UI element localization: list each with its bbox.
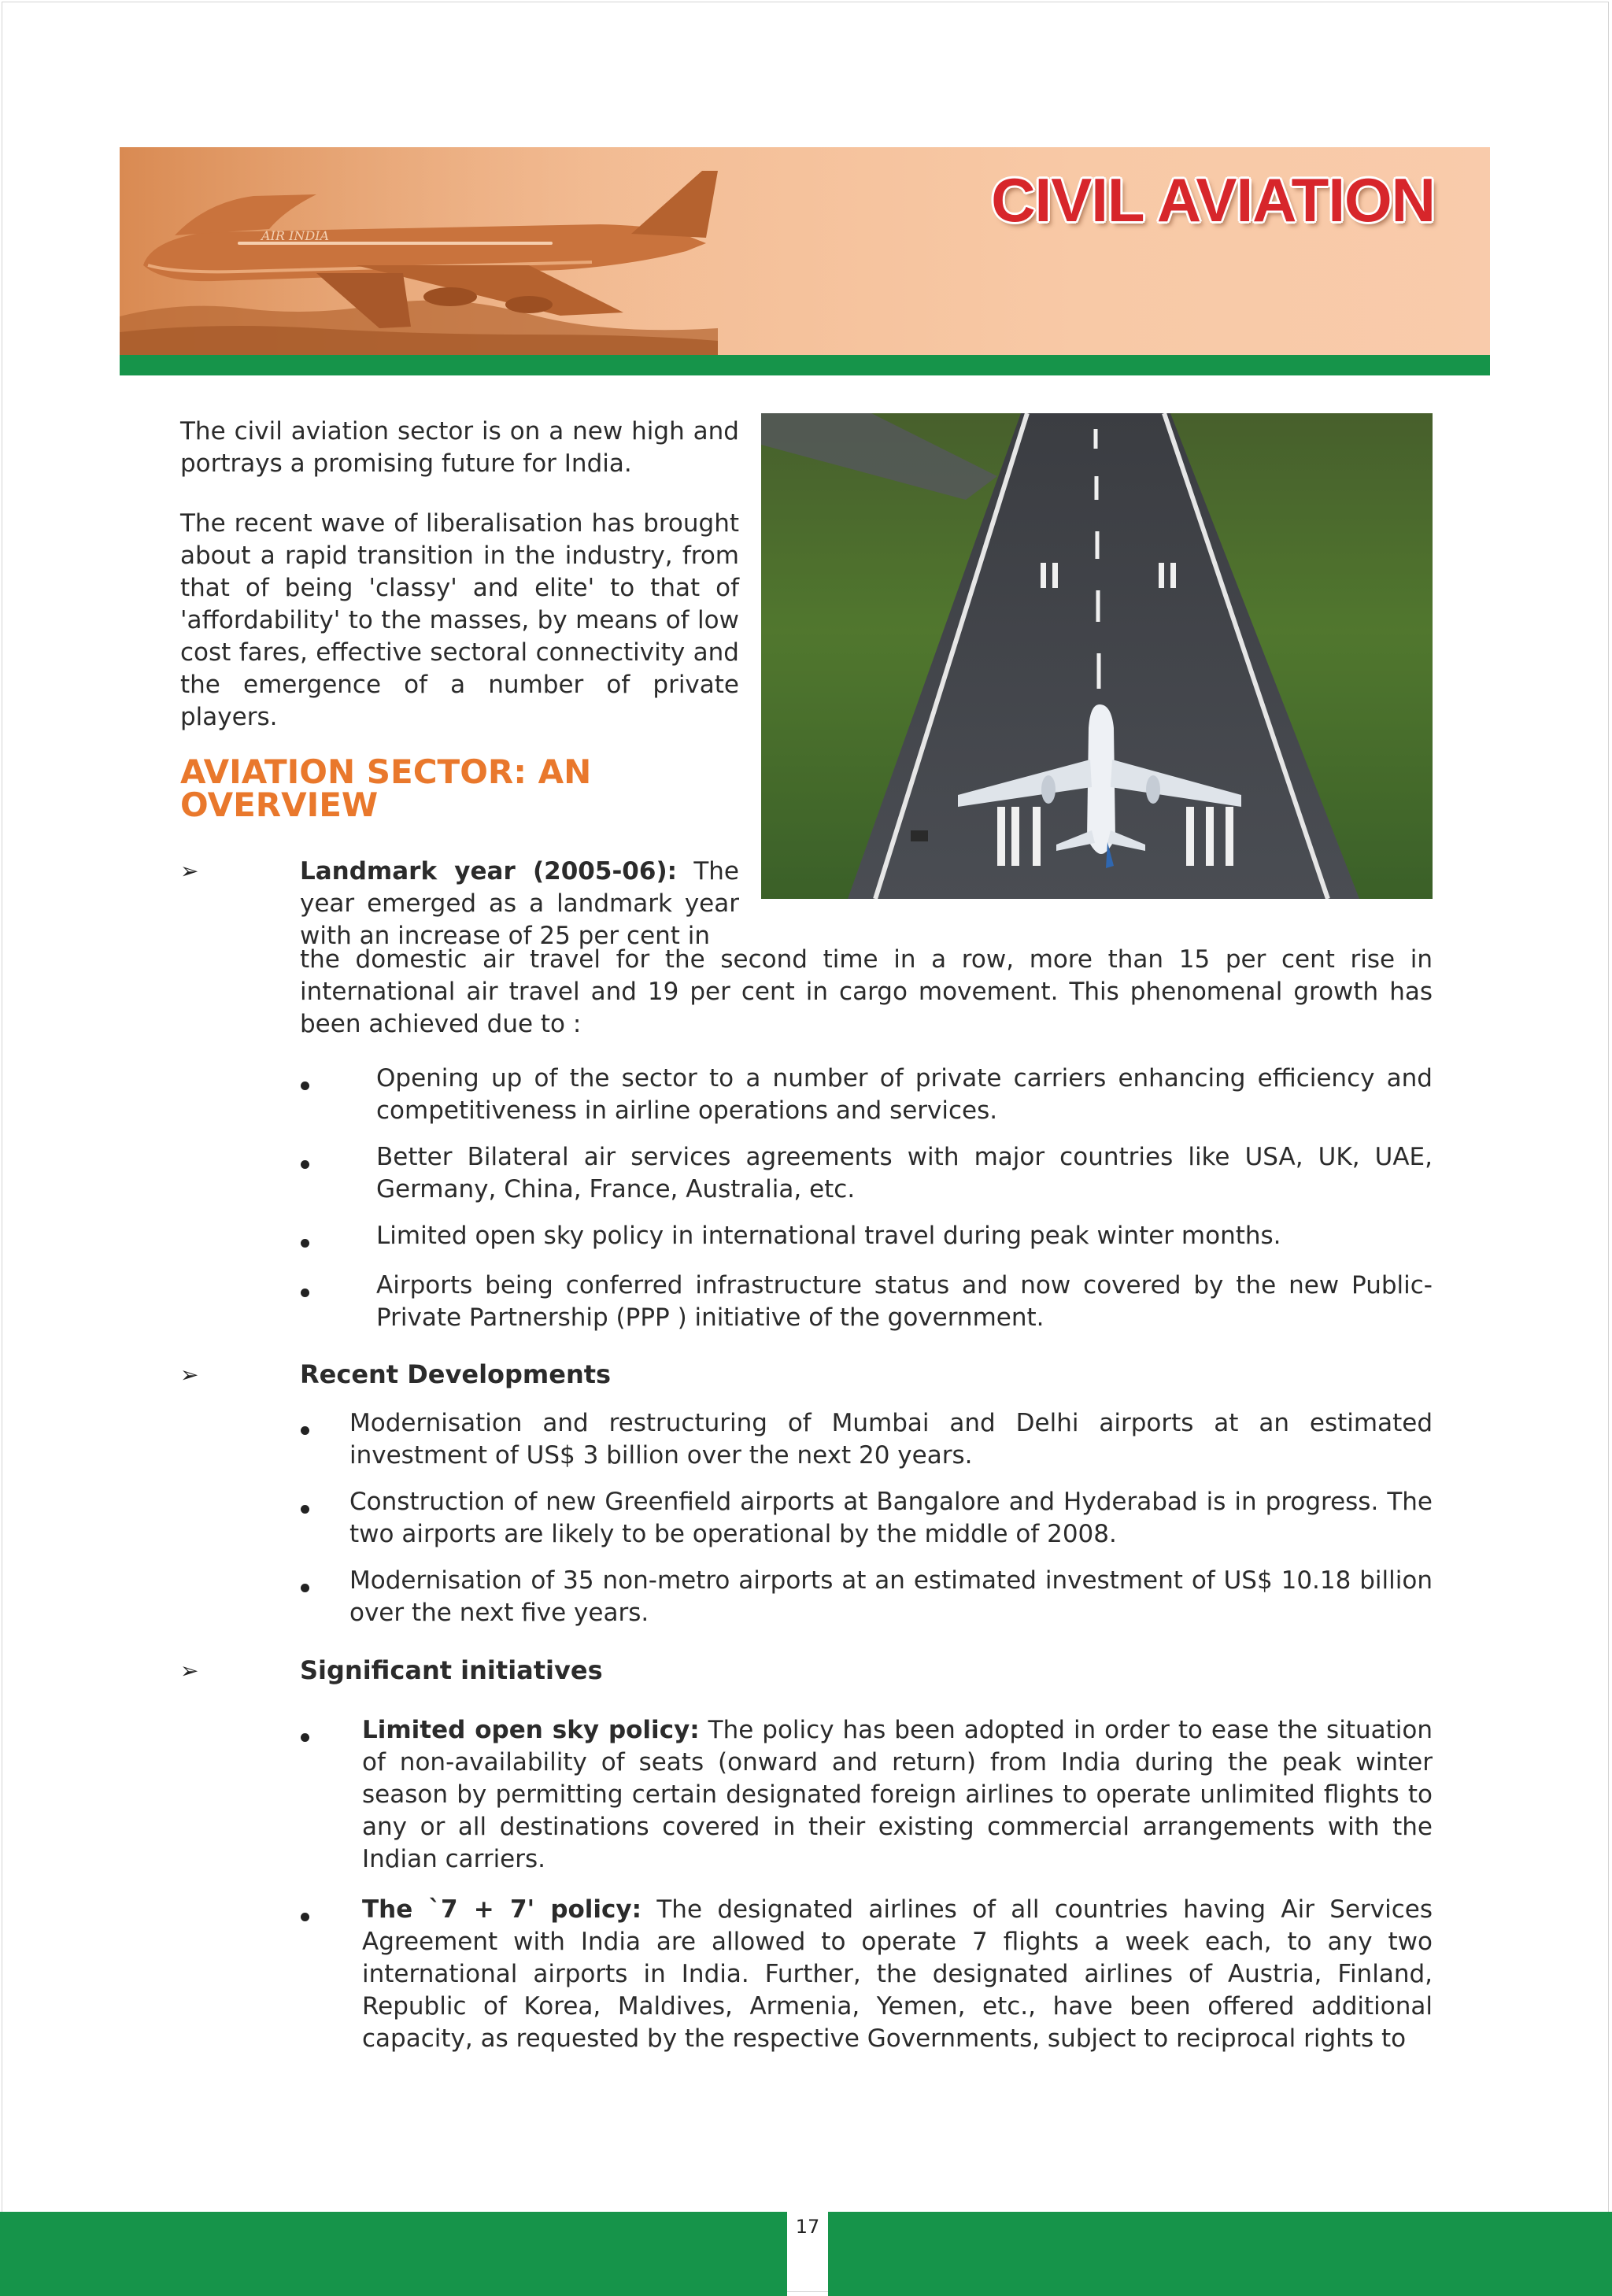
significant-initiatives-heading: Significant initiatives [300,1655,603,1685]
arrow-bullet-icon: ➢ [180,1362,199,1388]
header-green-stripe [120,355,1490,375]
landmark-label: Landmark year (2005-06): [300,857,678,885]
bullet-dot-icon [301,1584,309,1592]
initiative-label: The `7 + 7' policy: [362,1895,642,1924]
page-number: 17 [795,2216,820,2238]
page-title: CIVIL AVIATION [991,165,1435,235]
landmark-text-rest: the domestic air travel for the second time in a row, more than 15 per cent rise in international air travel and 19 per cent in cargo movement. This phenomenal growth has been achieved due to : [300,945,1433,1038]
header-banner [120,147,1490,355]
footer-green-bar-left [0,2212,787,2296]
landmark-bullet: Airports being conferred infrastructure status and now covered by the new Public-Private Partnership (PPP ) initiative of the government. [376,1271,1433,1332]
section-heading-overview: AVIATION SECTOR: AN OVERVIEW [180,752,592,824]
recent-bullet: Modernisation of 35 non-metro airports at an estimated investment of US$ 10.18 billion over the next five years. [349,1566,1433,1627]
intro-paragraph-1: The civil aviation sector is on a new high and portrays a promising future for India. [180,417,739,478]
arrow-bullet-icon: ➢ [180,1658,199,1684]
recent-bullet: Modernisation and restructuring of Mumbai and Delhi airports at an estimated investment of US$ 3 billion over the next 20 years. [349,1409,1433,1470]
arrow-bullet-icon: ➢ [180,858,199,884]
landmark-bullet: Better Bilateral air services agreements with major countries like USA, UK, UAE, Germany, China, France, Australia, etc. [376,1143,1433,1203]
landmark-text-first: The year emerged as a landmark year with an increase of 25 per cent in [300,857,739,950]
initiative-text: The designated airlines of all countries having Air Services Agreement with India are allowed to operate 7 flights a week each, to any two international airports in India. Further, the designated airlines of Austria, Finland, Republic of Korea, Maldives, Armenia, Yemen, etc., have been offered additional capacity, as requested by the respective Governments, subject to reciprocal rights to [362,1895,1433,2053]
bullet-dot-icon [301,1239,309,1248]
bullet-dot-icon [301,1733,309,1742]
runway-airplane-photo [761,413,1433,899]
bullet-dot-icon [301,1081,309,1090]
bullet-dot-icon [301,1505,309,1514]
svg-text:AIR INDIA: AIR INDIA [261,228,330,243]
bullet-dot-icon [301,1160,309,1169]
recent-bullet: Construction of new Greenfield airports at Bangalore and Hyderabad is in progress. The two airports are likely to be operational by the middle of 2008. [349,1488,1433,1548]
bullet-dot-icon [301,1913,309,1921]
initiative-text: The policy has been adopted in order to ease the situation of non-availability of seats (onward and return) from India during the peak winter season by permitting certain designated foreign airlines to operate unlimited flights to any or all destinations covered in their existing commercial arrangements with the Indian carriers. [362,1716,1433,1873]
intro-paragraph-2: The recent wave of liberalisation has brought about a rapid transition in the industry, from that of being 'classy' and elite' to that of 'affordability' to the masses, by means of low cost fares, effective sectoral connectivity and the emergence of a number of private players. [180,509,739,731]
initiative-item [362,1894,1433,2055]
recent-developments-heading: Recent Developments [300,1359,612,1389]
airplane-illustration [120,147,718,355]
initiative-label: Limited open sky policy: [362,1716,700,1744]
landmark-paragraph-first [300,856,739,952]
initiative-item [362,1714,1433,1876]
bullet-dot-icon [301,1426,309,1435]
footer-green-bar-right [828,2212,1612,2296]
landmark-bullet: Limited open sky policy in international travel during peak winter months. [376,1222,1281,1250]
landmark-bullet: Opening up of the sector to a number of private carriers enhancing efficiency and competitiveness in airline operations and services. [376,1064,1433,1125]
bullet-dot-icon [301,1288,309,1297]
